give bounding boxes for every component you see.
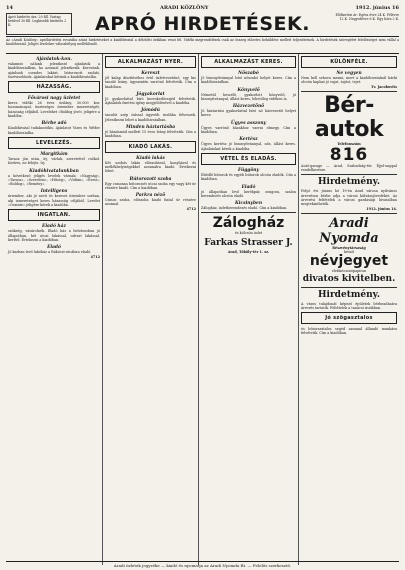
ad-text: szükség, vásárolnék. Eladó ház a belvárosban jó állapotban, két utcai lakással, udvari lakással, kerttel. Értekezni a kiadóban.	[8, 229, 100, 242]
ad-text: Csinos szoba, előszoba kiadó fiatal úr részére azonnal.	[105, 198, 196, 207]
section-header-property: INGATLAN.	[8, 209, 100, 221]
ad-heading: Ne vegyen	[336, 71, 362, 76]
ad-heading: Eladó	[241, 184, 256, 190]
section-header-misc: KÜLÖNFÉLE.	[301, 56, 397, 68]
pawnshop-address: Arad, Tököly-tér 1. sz.	[227, 249, 270, 254]
ad-heading: Eladó ház	[42, 224, 66, 230]
ad-heading: Margitkám	[40, 151, 68, 157]
ad-heading: Intelligens	[40, 189, 68, 195]
printing-house-sub: Részvénytársaság	[332, 245, 366, 250]
ad-heading: Könyvelő	[237, 87, 260, 93]
ad-text: Folyó évi június hó 19-én Arad városa nyilvános árverésen bérbe adja a városi hídvámjövedéket. Az árverési feltételek a városi gazdasági hivatalban megtekinthetők.	[301, 189, 397, 207]
section-header-jobs: ALKALMAZÁST NYER.	[105, 56, 196, 68]
business-card-title: névjegyet	[309, 253, 389, 270]
ad-text: Nem kell sehova menni, mert a kiadóhivatalnál bárki olcsón kaphat jó vajat, tojást, tejet.	[301, 76, 397, 85]
pawnshop-owner: Farkas Strasser J.	[204, 237, 293, 248]
ad-text: Kiadóhivatal tudakozódás. Ajánlatot Vizes és Wéder kiadóhivatalba.	[8, 126, 100, 135]
divider	[201, 212, 296, 213]
ad-heading: Kicsinyben	[234, 201, 263, 207]
page-footer: Aradi üzletek jegyzéke — kiadó és nyomatja az Aradi Nyomda Rt. — Felelős szerkesztő.	[6, 561, 399, 568]
price-box: Apró hirdetés ára: 20 fill. Vastag betűvel 30 fill. Legkisebb hirdetés 2 K.	[6, 13, 72, 35]
issue-date: 1912. június 16	[355, 4, 399, 11]
ad-text: a következő jeligés levelek várnak: »Nagyság«, »Tavasz«, »Szerelem«, »Hűség«, »Vidám«, »Erzsi«, »Boldog«, »Remény«.	[8, 173, 100, 187]
newspaper-page	[6, 4, 399, 566]
ad-text: jó bánásmód mellett 15 éves leány felvétetik. Cím a kiadóban.	[105, 130, 196, 139]
announcement-title: Hirdetmény.	[318, 289, 380, 300]
ad-heading: Kiadó lakás	[136, 155, 165, 161]
ad-text: Ügyes varrónő házakhoz varrni elmegy. Cím a kiadóban.	[201, 125, 296, 135]
ad-heading: Fővárosi nagy üzletet	[27, 96, 81, 102]
masthead	[6, 11, 399, 37]
page-number: 14	[6, 4, 13, 11]
ad-text: A város tulajdonát képező épületek bérbeadására árverés tartatik. Feltételek a tanácsi irodában.	[301, 301, 397, 310]
ad-text: és bútorasztalos segéd azonnal állandó munkára felvétetik. Cím a kiadóban.	[301, 327, 397, 336]
ad-heading: Házvezetőnő	[232, 104, 265, 110]
ad-text: Zálogház, üzletberendezés eladó. Cím a kiadóban.	[201, 206, 288, 211]
ad-heading: Parkra néző	[135, 193, 166, 199]
ad-heading: Jómódú	[141, 108, 160, 114]
subscription-box: Előfizetési ár: Egész évre 24 K. Félévre 12 K. Negyedévre 6 K. Egy hóra 2 K.	[335, 12, 399, 21]
ad-heading: Ügyes asszony	[230, 120, 267, 126]
ad-text: jól kalap díszítéséhez értő üzletvezetőnő, egy kis tanuló leány, úgyszintén varrónő felvétetik. Cím a kiadóban.	[105, 76, 196, 89]
section-header-rentals: KIADÓ LAKÁS.	[105, 141, 196, 153]
ad-heading: Bútorozott szoba	[129, 176, 172, 182]
ad-ref: 4712	[186, 206, 196, 211]
column-1	[6, 54, 103, 565]
divider	[301, 91, 397, 92]
ad-text: Tavasz jön után, írj, várlak, szeretettel csókol. Kedves, ne felejts. Írj.	[8, 156, 100, 166]
ad-text: Jó karban levő lakóház a Rákóczi-utcában eladó.	[8, 250, 92, 255]
section-header-seeking: ALKALMAZÁST KERES.	[201, 56, 296, 68]
ad-text: Jó háztartási gyakorlattal bíró nő házvezetői helyet keres.	[201, 109, 296, 118]
ad-text: Ebédlő bútorok és egyéb bútorok olcsón eladók. Cím a kiadóban.	[201, 172, 296, 182]
pawnshop-title: Zálogház	[212, 215, 285, 232]
ad-heading: Minden háztartásba	[125, 125, 176, 131]
section-header-letters: LEVELEZÉS.	[8, 137, 100, 149]
announcement-title: Hirdetmény.	[318, 177, 380, 188]
telephone-number: 816	[329, 144, 369, 165]
column-4	[299, 54, 399, 565]
ad-text: Autó-garage — Arad, Szabadság-tér. Éjjel-nappal rendelkezésre.	[301, 163, 397, 173]
ad-text: Két szobás lakás előszobával, konyhával és mellékhelyiségekkel azonnalra kiadó. Értekezni lehet.	[105, 160, 196, 174]
ad-text: Ügyes kertész jó bizonyítvánnyal, nős, állást keres. Ajánlatokat kérek a kiadóba.	[201, 142, 296, 151]
ad-text: jó állapotban levő kerékpár, zongora, szalon berendezés olcsón eladó.	[201, 189, 296, 198]
ad-ref: Tv. Jacobovits	[370, 84, 397, 89]
ad-heading: Bérbe adó	[41, 121, 67, 127]
ad-heading: Eladó	[47, 245, 61, 251]
divider	[301, 213, 397, 214]
ad-heading: Kereszt	[141, 71, 160, 76]
ad-text: keres vidéki 26 éves úrilány, 30.000 kor. hozománnyal, tiszteséges úriember ismeretségét, házasság céljából. Leveleket »Boldog jövő« jeligére a kiadóba.	[8, 101, 100, 119]
page-title: APRÓ HIRDETÉSEK.	[95, 12, 310, 35]
column-3	[199, 54, 299, 565]
section-header-marriage: HÁZASSÁG.	[8, 81, 100, 93]
printing-house-title: Aradi Nyomda	[319, 215, 379, 246]
ad-heading: Ajánlatok-kon.	[36, 57, 72, 62]
paper-name: ARADI KÖZLÖNY	[159, 4, 209, 11]
section-header-carpenter: Jó szögasztalos	[301, 312, 397, 324]
makes-label: készít	[343, 249, 355, 254]
ad-text: Egy csinosan bútorozott utcai szoba egy vagy két úr részére kiadó. Cím a kiadóban.	[105, 181, 196, 190]
rental-cars-title: Bér-autok	[314, 92, 384, 142]
notice-text: Az »Aradi Közlöny« apróhirdetési rovatába szánt hirdetéseket a kiadóhivatal a délelőtti órákban veszi fel. Vidéki megrendelések csak az összeg előzetes beküldése mellett teljesíttetnek. A hirdetések szövegéért felelősséget nem vállal a kiadóhivatal. Jeligés levelekre válaszbélyeg melléklendő.	[6, 37, 399, 54]
section-header-buy-sell: VÉTEL ÉS ELADÁS.	[201, 153, 296, 165]
paper-type: elefántcsontpapíron	[331, 269, 367, 274]
top-line	[6, 4, 399, 11]
telephone-label: Telefonszám	[337, 141, 361, 146]
ad-heading: Kiadóhivatalunkban	[29, 168, 79, 174]
ad-ref: 1912. június 14.	[366, 206, 397, 211]
style-label: divatos kivitelben.	[302, 273, 396, 284]
ad-heading: Kertész	[239, 137, 258, 143]
ad-columns	[6, 54, 399, 565]
column-2	[103, 54, 199, 565]
pawnshop-sub: és kölcsön üzlet	[234, 231, 263, 236]
ad-text: úriember, aki jó nevű és kereset úriember sorban, aki ismeretséget keres házasság céljából. Levelet »Őszinte« jeligére kérek a kiadóba.	[8, 194, 100, 208]
ad-ref: 4712	[90, 254, 100, 259]
ad-text: valamint nálunk jelentkező ajánlatok a kiadóhivatalban, ha azonnal jelentkezik. Keresünk, ajánlunk csendes lakást, bútorozott szobát, tisztviselőnek. Ajánlatokat kérünk a kiadóhivatalba.	[8, 62, 100, 79]
divider	[301, 287, 397, 288]
ad-text: Jó gyakorlattal bíró kereskedősegéd felvétetik. Ajánlatok fizetési igény megjelölésével a kiadóba.	[105, 96, 196, 106]
ad-text: Németül beszélő, gyakorlott könyvelő, jó bizonyítvánnyal, állást keres, lehetőleg vidéken is.	[201, 92, 296, 101]
ad-text: tanulót szép írással ügyvédi irodába felveszek. Jelentkezni lehet a kiadóhivatalban.	[105, 113, 196, 122]
ad-heading: Nőszabó	[238, 71, 259, 76]
divider	[301, 174, 397, 175]
ad-text: Jó bizonyítvánnyal bíró nőszabó helyet keres. Cím a kiadóhivatalban.	[201, 76, 296, 85]
ad-heading: Jógyakorlat	[136, 91, 165, 97]
ad-heading: Függöny	[237, 167, 260, 173]
